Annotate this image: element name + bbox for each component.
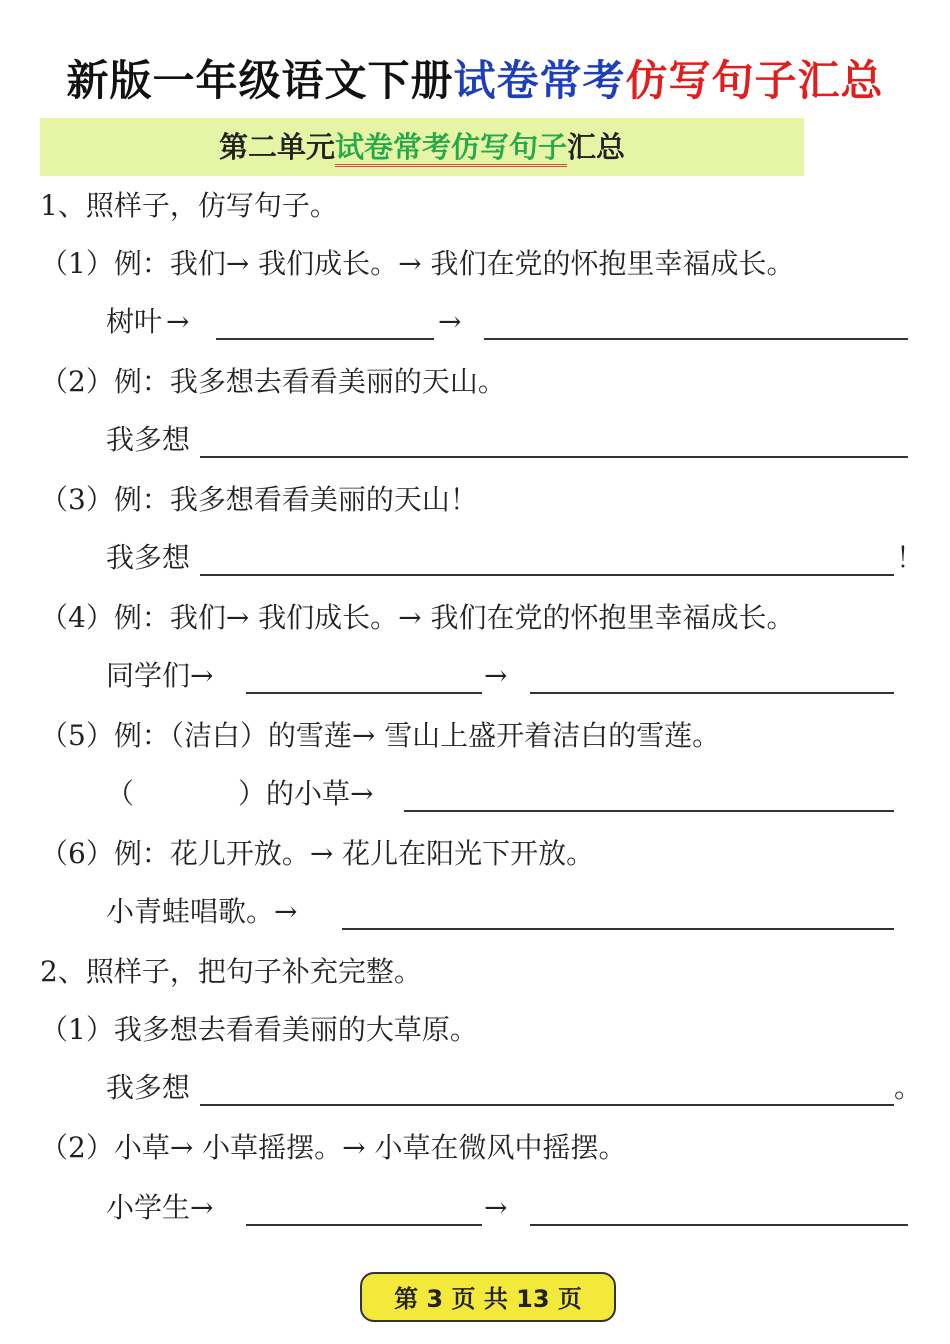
s1-q3-end: ！ [896,541,925,574]
s1-q5-blank[interactable] [404,810,894,812]
page-title [0,48,950,108]
s1-q1-prompt: 树叶 [106,305,163,338]
title-part-red: 仿写句子汇总 [625,56,884,105]
s1-q5-paren-close: ）的小草→ [238,777,374,810]
s2-q2-prompt: 小学生→ [106,1191,214,1224]
subtitle-highlight: 试卷常考仿写句子 [335,130,567,167]
s1-q4-example: （4）例：我们→ 我们成长。→ 我们在党的怀抱里幸福成长。 [40,601,795,634]
s1-q1-arrow-b: → [438,305,462,338]
s1-q3-prompt: 我多想 [106,541,191,574]
s1-q2-prompt: 我多想 [106,423,191,456]
s1-q3-blank[interactable] [200,574,894,576]
section1-heading: 1、照样子，仿写句子。 [40,189,338,222]
subtitle-banner [40,118,804,176]
s1-q4-prompt: 同学们→ [106,659,214,692]
s2-q1-prompt: 我多想 [106,1071,191,1104]
s1-q2-example: （2）例：我多想去看看美丽的天山。 [40,365,506,398]
s2-q1-example: （1）我多想去看看美丽的大草原。 [40,1013,478,1046]
s1-q5-paren-open: （ [106,777,135,810]
s2-q2-example: （2）小草→ 小草摇摆。→ 小草在微风中摇摆。 [40,1131,627,1164]
s1-q6-prompt: 小青蛙唱歌。→ [106,895,298,928]
s2-q2-blank-2[interactable] [530,1224,908,1226]
s1-q3-example: （3）例：我多想看看美丽的天山！ [40,483,478,516]
s1-q6-blank[interactable] [342,928,894,930]
s1-q4-blank-1[interactable] [246,692,482,694]
title-part-blue: 试卷常考 [453,56,626,105]
s2-q2-blank-1[interactable] [246,1224,482,1226]
s1-q2-blank[interactable] [200,456,908,458]
section2-heading: 2、照样子，把句子补充完整。 [40,955,422,988]
s1-q4-arrow: → [484,659,508,692]
s1-q4-blank-2[interactable] [530,692,894,694]
s1-q5-example: （5）例：（洁白）的雪莲→ 雪山上盛开着洁白的雪莲。 [40,719,721,752]
subtitle-suffix: 汇总 [567,130,626,164]
s2-q2-arrow: → [484,1191,508,1224]
s1-q1-blank-2[interactable] [484,338,908,340]
page-indicator: 第 3 页 共 13 页 [360,1272,616,1322]
s1-q1-arrow-a: → [166,305,190,338]
s1-q6-example: （6）例：花儿开放。→ 花儿在阳光下开放。 [40,837,595,870]
title-part-black: 新版一年级语文下册 [66,56,454,105]
s1-q1-blank-1[interactable] [216,338,434,340]
subtitle-prefix: 第二单元 [218,130,335,164]
s1-q1-example: （1）例：我们→ 我们成长。→ 我们在党的怀抱里幸福成长。 [40,247,795,280]
s2-q1-blank[interactable] [200,1104,894,1106]
s2-q1-end: 。 [894,1071,923,1104]
